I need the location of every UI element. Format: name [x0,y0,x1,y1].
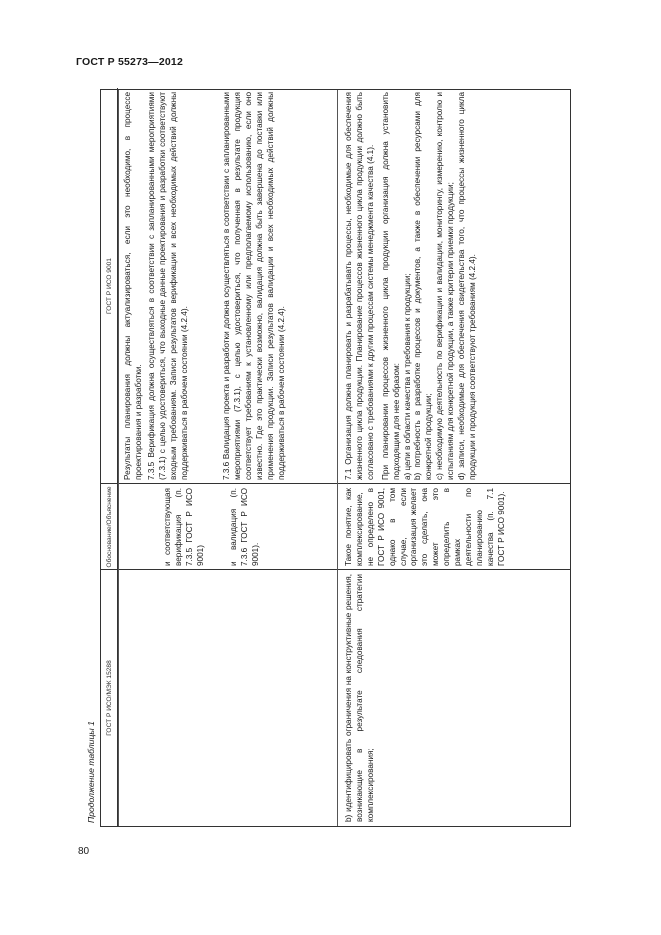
cell-9001-list-c: c) необходимую деятельность по верификации и валидации, мониторингу, измерению, контролю и испытаниям для конкретной продукции, а также критерии приемки продукции; [435,92,456,480]
cell-9001-item-7-1: 7.1 Организация должна планировать и разрабатывать процессы, необходимые для обеспечения жизненного цикла продукции. Планирование процессов жизненного цикла продукции должно быть согласовано с требованиями к другим процессам системы менеджмента качества (4.1). [344,92,375,480]
row-divider [337,90,338,826]
cell-9001-list-a: а) цели в области качества и требования к продукции; [402,273,412,480]
cell-9001-list-d: d) записи, необходимые для обеспечения свидетельства того, что процессы жизненного цикла продукции и продукция соответствуют требованиям (4.2.4). [457,92,477,480]
page-header-title: ГОСТ Р 55273—2012 [76,56,184,68]
column-header-justification: Обоснование/Объяснение [101,484,118,570]
cell-9001-planning: Результаты планирования должны актуализироваться, если это необходимо, в процессе проектирования и разработки. [123,92,143,480]
cell-9001-validation: 7.3.6 Валидация проекта и разработки должна осуществляться в соответствии с запланированными мероприятиями (7.3.1), с целью удостовериться, что полученная в результате продукция соответствует требованиям к установленному или предполагаемому использованию, если оно известно. Где это практически возможно, валидация должна быть завершена до поставки или применения продукции. Записи результатов валидации и всех необходимых действий должны поддерживаться в рабочем состоянии (4.2.4). [222,92,286,480]
cell-15288-item-b: b) идентифицировать ограничения на конструктивные решения, возникающие в результате следования стратегии комплексирования; [344,574,375,822]
table-caption: Продолжение таблицы 1 [86,721,96,823]
column-divider [101,483,570,484]
cell-9001-planning-intro: При планировании процессов жизненного цикла продукции организация должна установить подходящим для нее образом: [380,92,401,480]
cell-justification-integration: Такое понятие, как комплексирование, не определено в ГОСТ Р ИСО 9001, однако в том случае, если организация желает это сделать, она может это определить в рамках деятельности по планированию качества (п. 7.1 ГОСТ Р ИСО 9001). [344,488,506,566]
cell-justification-validation: и валидация (п. 7.3.6 ГОСТ Р ИСО 9001). [229,488,260,566]
table-row [344,92,479,480]
cell-9001-list-b: b) потребность в разработке процессов и документов, а также в обеспечении ресурсами для конкретной продукции; [413,92,434,480]
page-number: 80 [78,846,90,857]
cell-9001-verification: 7.3.5 Верификация должна осуществляться в соответствии с запланированными мероприятиями (7.3.1) с целью удостовериться, что выходные данные проектирования и разработки соответствуют входным требованиям. Записи результатов верификации и всех необходимых действий должны поддерживаться в рабочем состоянии (4.2.4). [147,92,189,480]
table-row [222,92,287,480]
column-divider [101,569,570,570]
column-header-15288: ГОСТ Р ИСО/МЭК 15288 [101,570,118,826]
standards-comparison-table [100,89,571,827]
header-divider [118,90,119,826]
table-row [123,92,145,480]
cell-justification-verification: и соответствующая верификация (п. 7.3.5 ГОСТ Р ИСО 9001) [163,488,205,566]
column-header-9001: ГОСТ Р ИСО 9001 [101,88,118,484]
table-row [147,92,191,480]
rotated-table-region [77,87,574,829]
